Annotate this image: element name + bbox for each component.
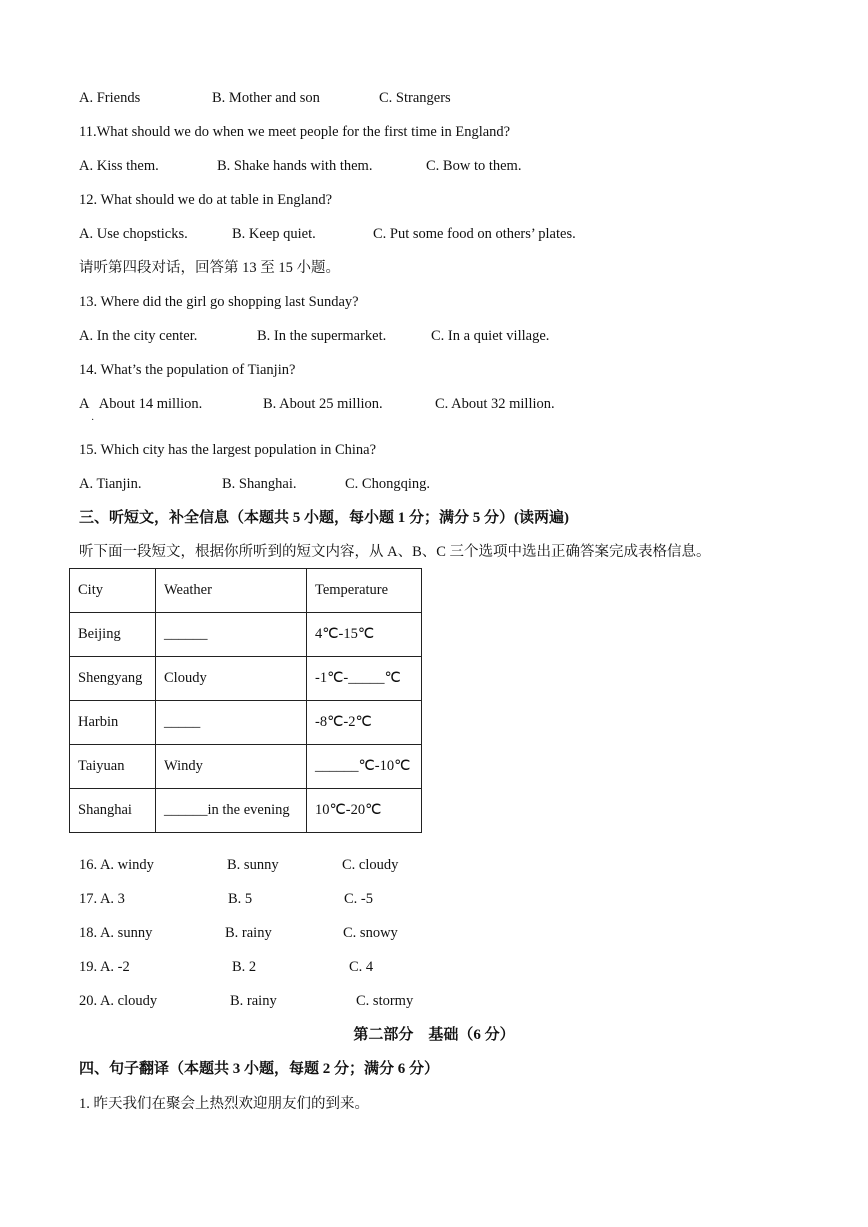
table-row	[70, 613, 422, 657]
table-row	[70, 701, 422, 745]
q11-option-a: A. Kiss them.	[79, 158, 159, 174]
q15-question: 15. Which city has the largest population in China?	[79, 442, 377, 458]
section3-instruction: 听下面一段短文，根据你所听到的短文内容，从 A、B、C 三个选项中选出正确答案完成表格信息。	[79, 544, 711, 560]
q19-option-b: B. 2	[232, 959, 257, 975]
q12-option-c: C. Put some food on others’ plates.	[373, 226, 576, 242]
table-cell: -8℃-2℃	[307, 701, 422, 745]
q14-option-c: C. About 32 million.	[435, 396, 555, 412]
table-header-cell: Temperature	[307, 569, 422, 613]
table-cell: _____	[156, 701, 307, 745]
table-row	[70, 789, 422, 833]
q13-option-b: B. In the supermarket.	[257, 328, 387, 344]
q10-option-c: C. Strangers	[379, 90, 451, 106]
q20-option-b: B. rainy	[230, 993, 277, 1009]
q17-option-b: B. 5	[228, 891, 253, 907]
q11-question: 11.What should we do when we meet people for the first time in England?	[79, 124, 511, 140]
table-cell: Shengyang	[70, 657, 156, 701]
table-cell: Beijing	[70, 613, 156, 657]
q10-option-a: A. Friends	[79, 90, 141, 106]
table-cell: -1℃-_____℃	[307, 657, 422, 701]
table-row	[70, 745, 422, 789]
weather-table	[69, 568, 422, 833]
q12-question: 12. What should we do at table in England?	[79, 192, 333, 208]
q18-option-a: 18. A. sunny	[79, 925, 153, 941]
q14-option-b: B. About 25 million.	[263, 396, 383, 412]
q19-option-c: C. 4	[349, 959, 374, 975]
q13-option-a: A. In the city center.	[79, 328, 198, 344]
table-cell: Shanghai	[70, 789, 156, 833]
q15-option-c: C. Chongqing.	[345, 476, 430, 492]
table-cell: 4℃-15℃	[307, 613, 422, 657]
table-cell: Taiyuan	[70, 745, 156, 789]
q13-option-c: C. In a quiet village.	[431, 328, 550, 344]
q11-option-c: C. Bow to them.	[426, 158, 522, 174]
section4-question-1: 1. 昨天我们在聚会上热烈欢迎朋友们的到来。	[79, 1096, 369, 1112]
q15-option-b: B. Shanghai.	[222, 476, 297, 492]
table-cell: Harbin	[70, 701, 156, 745]
table-row	[70, 657, 422, 701]
q11-option-b: B. Shake hands with them.	[217, 158, 373, 174]
table-cell: ______℃-10℃	[307, 745, 422, 789]
q16-option-a: 16. A. windy	[79, 857, 154, 873]
q14-option-a: A About 14 million.	[79, 396, 203, 412]
table-cell: 10℃-20℃	[307, 789, 422, 833]
q20-option-a: 20. A. cloudy	[79, 993, 158, 1009]
q17-option-c: C. -5	[344, 891, 373, 907]
q12-option-a: A. Use chopsticks.	[79, 226, 188, 242]
q10-option-b: B. Mother and son	[212, 90, 320, 106]
dialog4-instruction: 请听第四段对话，回答第 13 至 15 小题。	[79, 260, 340, 276]
stray-dot-mark: ·	[91, 415, 95, 426]
q14-question: 14. What’s the population of Tianjin?	[79, 362, 296, 378]
q16-option-b: B. sunny	[227, 857, 279, 873]
q18-option-b: B. rainy	[225, 925, 272, 941]
q15-option-a: A. Tianjin.	[79, 476, 142, 492]
q16-option-c: C. cloudy	[342, 857, 399, 873]
q12-option-b: B. Keep quiet.	[232, 226, 316, 242]
q20-option-c: C. stormy	[356, 993, 414, 1009]
q13-question: 13. Where did the girl go shopping last Sunday?	[79, 294, 359, 310]
part2-title: 第二部分 基础（6 分）	[353, 1027, 515, 1043]
table-header-cell: City	[70, 569, 156, 613]
table-cell: Cloudy	[156, 657, 307, 701]
table-cell: ______	[156, 613, 307, 657]
table-cell: ______in the evening	[156, 789, 307, 833]
section3-title: 三、听短文，补全信息（本题共 5 小题，每小题 1 分；满分 5 分）(读两遍)	[79, 510, 569, 526]
q19-option-a: 19. A. -2	[79, 959, 130, 975]
table-cell: Windy	[156, 745, 307, 789]
table-header-cell: Weather	[156, 569, 307, 613]
q18-option-c: C. snowy	[343, 925, 398, 941]
section4-title: 四、句子翻译（本题共 3 小题，每题 2 分；满分 6 分）	[79, 1061, 440, 1077]
q17-option-a: 17. A. 3	[79, 891, 125, 907]
table-header-row	[70, 569, 422, 613]
